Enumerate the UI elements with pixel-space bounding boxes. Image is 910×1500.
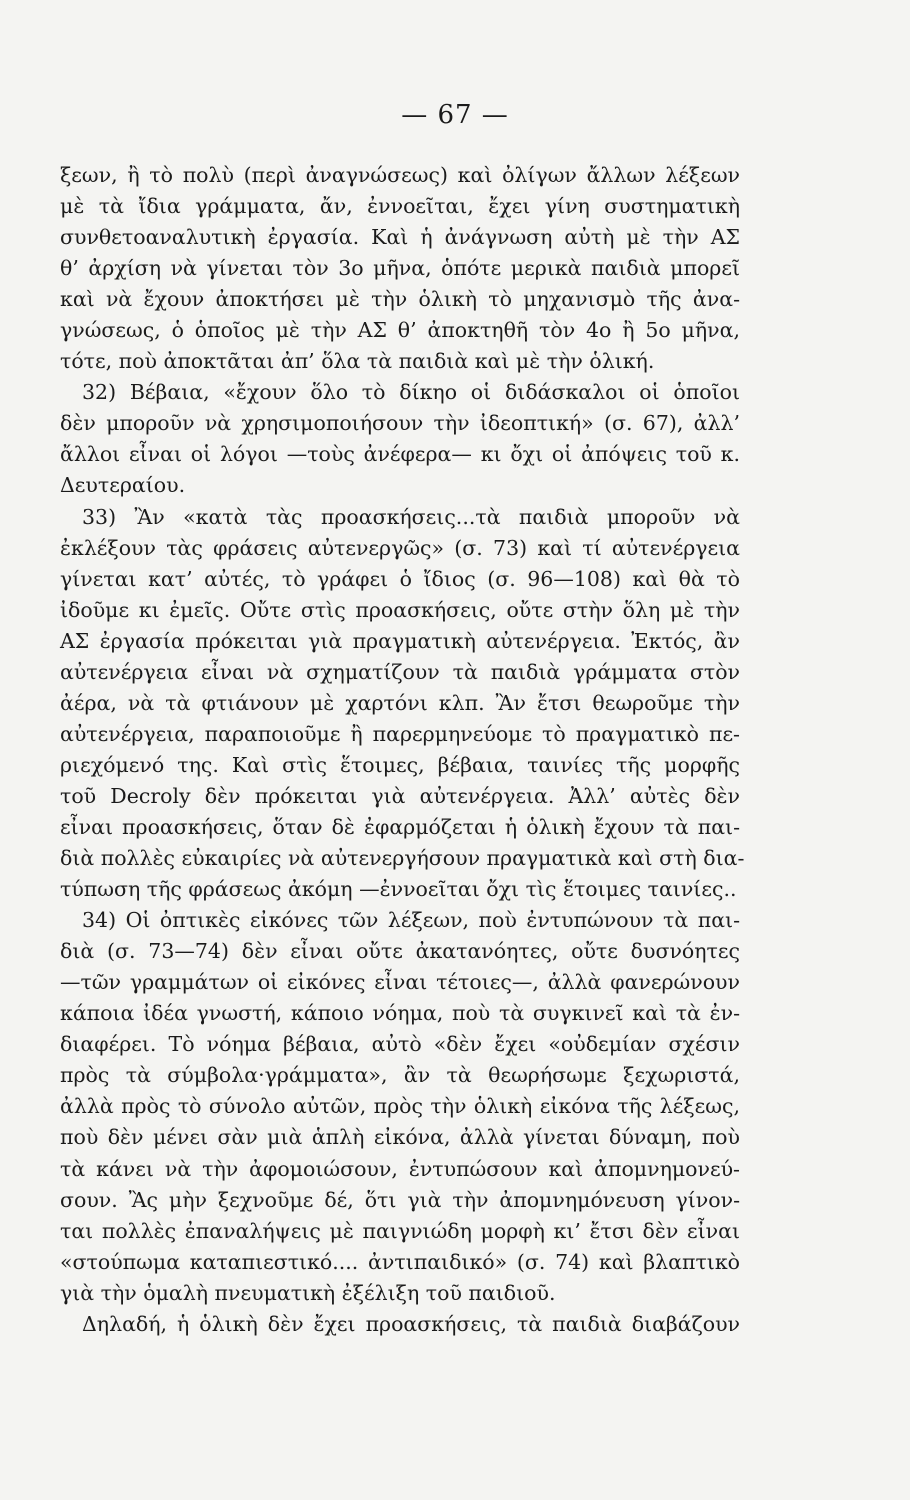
text-line: γιὰ τὴν ὁμαλὴ πνευματικὴ ἐξέλιξη τοῦ παιδιοῦ.	[60, 1280, 556, 1305]
text-line: διαφέρει. Τὸ νόημα βέβαια, αὐτὸ «δὲν ἔχει «οὐδεμίαν σχέσιν	[60, 1032, 740, 1057]
text-line: ξεων, ἢ τὸ πολὺ (περὶ ἀναγνώσεως) καὶ ὀλίγων ἄλλων λέξεων	[60, 163, 740, 187]
text-line: ἐκλέξουν τὰς φράσεις αὐτενεργῶς» (σ. 73) καὶ τί αὐτενέργεια	[60, 535, 740, 560]
text-line: 32) Βέβαια, «ἔχουν ὅλο τὸ δίκηο οἱ διδάσκαλοι οἱ ὁποῖοι	[82, 380, 740, 405]
text-line: Δηλαδή, ἡ ὁλικὴ δὲν ἔχει προασκήσεις, τὰ παιδιὰ διαβάζουν	[82, 1311, 740, 1336]
text-line: Δευτεραίου.	[60, 473, 186, 498]
text-line: «στούπωμα καταπιεστικό.... ἀντιπαιδικό» (σ. 74) καὶ βλαπτικὸ	[60, 1249, 740, 1274]
text-line: σουν. Ἂς μὴν ξεχνοῦμε δέ, ὅτι γιὰ τὴν ἀπομνημόνευση γίνον-	[60, 1187, 740, 1212]
text-line: γίνεται κατ’ αὐτές, τὸ γράφει ὁ ἴδιος (σ. 96—108) καὶ θὰ τὸ	[60, 566, 740, 591]
text-line: ἰδοῦμε κι ἐμεῖς. Οὔτε στὶς προασκήσεις, οὔτε στὴν ὅλη μὲ τὴν	[60, 597, 740, 622]
text-line: κάποια ἰδέα γνωστή, κάποιο νόημα, ποὺ τὰ συγκινεῖ καὶ τὰ ἐν-	[60, 1001, 740, 1026]
text-line: ται πολλὲς ἐπαναλήψεις μὲ παιγνιώδη μορφὴ κι’ ἔτσι δὲν εἶναι	[60, 1218, 740, 1243]
text-line: 33) Ἂν «κατὰ τὰς προασκήσεις...τὰ παιδιὰ μποροῦν νὰ	[82, 504, 740, 529]
text-line: πρὸς τὰ σύμβολα·γράμματα», ἂν τὰ θεωρήσωμε ξεχωριστά,	[60, 1063, 740, 1088]
text-line: τὰ κάνει νὰ τὴν ἀφομοιώσουν, ἐντυπώσουν καὶ ἀπομνημονεύ-	[60, 1156, 740, 1181]
text-line: 34) Οἱ ὀπτικὲς εἰκόνες τῶν λέξεων, ποὺ ἐντυπώνουν τὰ παι-	[82, 908, 740, 933]
text-line: εἶναι προασκήσεις, ὅταν δὲ ἐφαρμόζεται ἡ ὁλικὴ ἔχουν τὰ παι-	[60, 814, 740, 839]
text-line: θ’ ἀρχίση νὰ γίνεται τὸν 3ο μῆνα, ὁπότε μερικὰ παιδιὰ μπορεῖ	[60, 256, 740, 281]
text-line: αὐτενέργεια εἶναι νὰ σχηματίζουν τὰ παιδιὰ γράμματα στὸν	[60, 659, 740, 684]
text-line: —τῶν γραμμάτων οἱ εἰκόνες εἶναι τέτοιες—, ἀλλὰ φανερώνουν	[60, 970, 740, 995]
page-number: — 67 —	[401, 100, 509, 130]
text-line: διὰ πολλὲς εὐκαιρίες νὰ αὐτενεργήσουν πραγματικὰ καὶ στὴ δια-	[60, 846, 745, 871]
text-line: αὐτενέργεια, παραποιοῦμε ἢ παρερμηνεύομε τὸ πραγματικὸ πε-	[60, 721, 740, 746]
body-text	[60, 160, 745, 1340]
text-line: τότε, ποὺ ἀποκτᾶται ἀπ’ ὅλα τὰ παιδιὰ καὶ μὲ τὴν ὁλική.	[60, 349, 655, 374]
text-line: δὲν μποροῦν νὰ χρησιμοποιήσουν τὴν ἰδεοπτική» (σ. 67), ἀλλ’	[60, 411, 740, 436]
text-line: τοῦ Decroly δὲν πρόκειται γιὰ αὐτενέργεια. Ἀλλ’ αὐτὲς δὲν	[60, 783, 740, 808]
text-line: ἀέρα, νὰ τὰ φτιάνουν μὲ χαρτόνι κλπ. Ἂν ἔτσι θεωροῦμε τὴν	[60, 690, 740, 715]
text-line: ἀλλὰ πρὸς τὸ σύνολο αὐτῶν, πρὸς τὴν ὁλικὴ εἰκόνα τῆς λέξεως,	[60, 1094, 740, 1119]
text-line: τύπωση τῆς φράσεως ἀκόμη —ἐννοεῖται ὄχι τὶς ἕτοιμες ταινίες..	[60, 877, 737, 902]
text-line: ΑΣ ἐργασία πρόκειται γιὰ πραγματικὴ αὐτενέργεια. Ἐκτός, ἂν	[60, 628, 740, 653]
text-line: διὰ (σ. 73—74) δὲν εἶναι οὔτε ἀκατανόητες, οὔτε δυσνόητες	[60, 939, 740, 964]
text-line: συνθετοαναλυτικὴ ἐργασία. Καὶ ἡ ἀνάγνωση αὐτὴ μὲ τὴν ΑΣ	[60, 225, 740, 250]
text-line: γνώσεως, ὁ ὁποῖος μὲ τὴν ΑΣ θ’ ἀποκτηθῆ τὸν 4ο ἢ 5ο μῆνα,	[60, 318, 740, 343]
text-line: ποὺ δὲν μένει σὰν μιὰ ἁπλὴ εἰκόνα, ἀλλὰ γίνεται δύναμη, ποὺ	[60, 1125, 740, 1150]
text-line: μὲ τὰ ἴδια γράμματα, ἄν, ἐννοεῖται, ἔχει γίνη συστηματικὴ	[60, 194, 740, 219]
text-line: καὶ νὰ ἔχουν ἀποκτήσει μὲ τὴν ὁλικὴ τὸ μηχανισμὸ τῆς ἀνα-	[60, 287, 740, 312]
text-line: ριεχόμενό της. Καὶ στὶς ἕτοιμες, βέβαια, ταινίες τῆς μορφῆς	[60, 752, 740, 777]
text-line: ἄλλοι εἶναι οἱ λόγοι —τοὺς ἀνέφερα— κι ὄχι οἱ ἀπόψεις τοῦ κ.	[60, 442, 740, 467]
